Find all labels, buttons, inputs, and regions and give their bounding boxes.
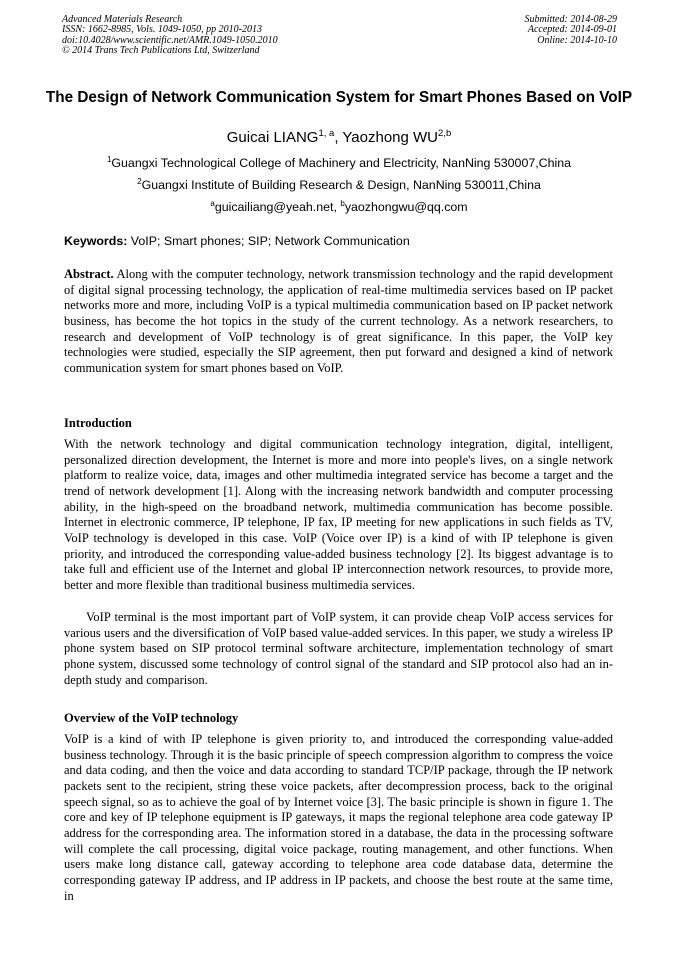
introduction-paragraph-1: With the network technology and digital communication technology integration, digital, intelligent, personalized direction development, the Internet is more and more into people's lives, on a single network platform to realize voice, data, images and other multimedia integrated service has become a target and the trend of network development [1]. Along with the increasing network bandwidth and computer processing ability, in the high-speed on the broadband network, multimedia communication has become possible. Internet in electronic commerce, IP telephone, IP fax, IP meeting for new applications in such fields as TV, VoIP technology is developed in this case. VoIP (Voice over IP) is a kind of with IP telephone is given priority, and introduced the corresponding value-added business technology [2]. Its biggest advantage is to take full and efficient use of the Internet and global IP interconnection network resources, to provide more, better and more flexible than traditional business multimedia services. xyxy=(64,437,613,592)
affiliation-1-superscript: 1 xyxy=(106,155,112,164)
journal-info-header xyxy=(62,15,278,57)
email-b-superscript: b xyxy=(340,199,345,208)
introduction-paragraph-2: VoIP terminal is the most important part of VoIP system, it can provide cheap VoIP access services for various users and the diversification of VoIP based value-added services. In this paper, we study a wireless IP phone system based on SIP protocol terminal software architecture, implementation technology of smart phone system, discussed some technology of control signal of the standard and SIP protocol also had an in-depth study and comparison. xyxy=(64,610,613,687)
email-a-superscript: a xyxy=(210,199,215,208)
affiliation-2 xyxy=(40,177,638,193)
doi-line: doi:10.4028/www.scientific.net/AMR.1049-1050.2010 xyxy=(62,34,278,46)
email-a: guicailiang@yeah.net, xyxy=(214,200,341,214)
overview-paragraph-1: VoIP is a kind of with IP telephone is given priority to, and introduced the corresponding value-added business technology. Through it is the basic principle of speech compression algorithm to compress the voice and data coding, and then the voice and data according to standard TCP/IP package, through the IP network packets sent to the recipient, string these voice packets, after decompression process, back to the original speech signal, so as to achieve the goal of by Internet voice [3]. The basic principle is shown in figure 1. The core and key of IP telephone equipment is IP gateways, it maps the regional telephone area code gateway IP address for the corresponding area. The information stored in a database, the data in the processing software will complete the call processing, digital voice package, routing management, and other functions. When users make long distance call, gateway according to telephone area code database data, determine the corresponding gateway IP address, and IP address in IP packets, and choose the best route at the same time, in xyxy=(64,732,613,903)
issn-line: ISSN: 1662-8985, Vols. 1049-1050, pp 2010-2013 xyxy=(62,24,262,36)
affiliation-1-text: Guangxi Technological College of Machinery and Electricity, NanNing 530007,China xyxy=(111,156,572,170)
abstract-label: Abstract. xyxy=(64,267,114,281)
author-2-superscript: 2,b xyxy=(438,128,452,139)
affiliation-2-superscript: 2 xyxy=(137,177,142,186)
journal-name: Advanced Materials Research xyxy=(62,14,183,25)
introduction-heading: Introduction xyxy=(64,416,132,430)
affiliation-1 xyxy=(40,155,638,171)
paper-title: The Design of Network Communication System for Smart Phones Based on VoIP xyxy=(45,89,633,106)
dates-header xyxy=(525,15,618,46)
overview-heading: Overview of the VoIP technology xyxy=(64,711,239,725)
keywords-line xyxy=(64,233,410,249)
author-2-name: Yaozhong WU xyxy=(342,129,439,146)
keywords-label: Keywords: xyxy=(64,234,128,248)
email-b: yaozhongwu@qq.com xyxy=(344,200,468,214)
online-date: Online: 2014-10-10 xyxy=(537,34,617,46)
keywords-text: VoIP; Smart phones; SIP; Network Communication xyxy=(127,234,410,248)
accepted-date: Accepted: 2014-09-01 xyxy=(527,24,617,36)
author-line xyxy=(40,128,638,148)
author-1-name: Guicai LIANG xyxy=(226,129,319,146)
submitted-date: Submitted: 2014-08-29 xyxy=(524,14,617,25)
copyright-line: © 2014 Trans Tech Publications Ltd, Switzerland xyxy=(62,45,260,57)
author-separator: , xyxy=(334,129,343,146)
author-1-superscript: 1, a xyxy=(318,128,335,139)
affiliation-2-text: Guangxi Institute of Building Research & Design, NanNing 530011,China xyxy=(141,178,541,192)
author-emails xyxy=(40,199,638,215)
abstract-text: Along with the computer technology, network transmission technology and the rapid development of digital signal processing technology, the application of real-time multimedia services based on IP packet networks more and more, including VoIP is a typical multimedia communication based on IP packet network business, has become the hot topics in the study of the current technology. As a network researchers, to research and development of VoIP technology is of great significance. In this paper, the VoIP key technologies were studied, especially the SIP agreement, then put forward and designed a kind of network communication system for smart phones based on VoIP. xyxy=(64,267,613,375)
abstract-paragraph xyxy=(64,267,613,377)
